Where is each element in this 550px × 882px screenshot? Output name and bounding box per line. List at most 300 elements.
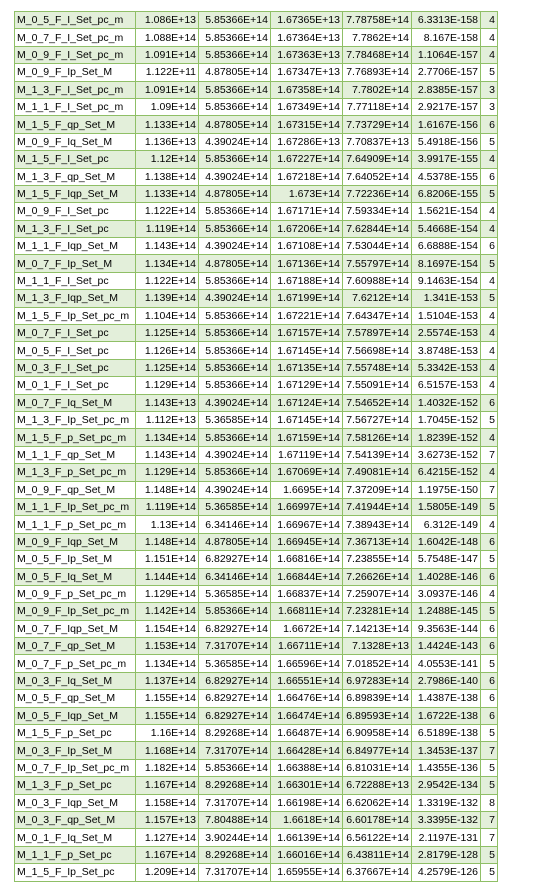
cell-value-b: 5.85366E+14 bbox=[199, 307, 271, 324]
cell-value-c: 1.66551E+14 bbox=[271, 672, 343, 689]
cell-value-d: 7.23855E+14 bbox=[343, 551, 412, 568]
cell-count: 5 bbox=[481, 725, 498, 742]
cell-value-b: 6.34146E+14 bbox=[199, 568, 271, 585]
cell-value-b: 8.29268E+14 bbox=[199, 846, 271, 863]
cell-p-value: 3.9917E-155 bbox=[412, 151, 481, 168]
cell-value-d: 7.49081E+14 bbox=[343, 464, 412, 481]
cell-value-c: 1.66844E+14 bbox=[271, 568, 343, 585]
cell-value-c: 1.67315E+14 bbox=[271, 116, 343, 133]
cell-p-value: 2.7986E-140 bbox=[412, 672, 481, 689]
cell-model-name: M_1_3_F_Ip_Set_pc_m bbox=[15, 411, 136, 428]
cell-p-value: 8.1697E-154 bbox=[412, 255, 481, 272]
cell-value-a: 1.125E+14 bbox=[136, 325, 199, 342]
cell-p-value: 3.0937E-146 bbox=[412, 585, 481, 602]
cell-value-a: 1.127E+14 bbox=[136, 829, 199, 846]
cell-value-b: 7.80488E+14 bbox=[199, 811, 271, 828]
cell-model-name: M_0_7_F_I_Set_pc bbox=[15, 325, 136, 342]
table-row bbox=[15, 516, 498, 533]
cell-value-d: 7.53044E+14 bbox=[343, 238, 412, 255]
cell-value-b: 5.85366E+14 bbox=[199, 29, 271, 46]
cell-value-c: 1.66945E+14 bbox=[271, 533, 343, 550]
cell-model-name: M_0_9_F_p_Set_pc_m bbox=[15, 585, 136, 602]
cell-value-a: 1.129E+14 bbox=[136, 377, 199, 394]
cell-model-name: M_0_1_F_I_Set_pc bbox=[15, 377, 136, 394]
cell-value-a: 1.16E+14 bbox=[136, 725, 199, 742]
cell-value-b: 8.29268E+14 bbox=[199, 725, 271, 742]
cell-value-d: 7.73729E+14 bbox=[343, 116, 412, 133]
cell-value-d: 7.6212E+14 bbox=[343, 290, 412, 307]
cell-model-name: M_0_5_F_Ip_Set_M bbox=[15, 551, 136, 568]
cell-value-b: 5.85366E+14 bbox=[199, 325, 271, 342]
cell-p-value: 6.5157E-153 bbox=[412, 377, 481, 394]
cell-p-value: 1.2488E-145 bbox=[412, 603, 481, 620]
cell-value-b: 4.87805E+14 bbox=[199, 533, 271, 550]
cell-model-name: M_0_9_F_Iqp_Set_M bbox=[15, 533, 136, 550]
table-row bbox=[15, 829, 498, 846]
cell-value-d: 7.55797E+14 bbox=[343, 255, 412, 272]
cell-count: 5 bbox=[481, 290, 498, 307]
cell-value-a: 1.168E+14 bbox=[136, 742, 199, 759]
cell-count: 4 bbox=[481, 272, 498, 289]
table-row bbox=[15, 168, 498, 185]
cell-value-c: 1.66474E+14 bbox=[271, 707, 343, 724]
cell-value-c: 1.67145E+14 bbox=[271, 411, 343, 428]
cell-value-c: 1.67347E+13 bbox=[271, 64, 343, 81]
cell-model-name: M_0_7_F_Ip_Set_M bbox=[15, 255, 136, 272]
cell-value-a: 1.133E+14 bbox=[136, 116, 199, 133]
cell-model-name: M_1_1_F_p_Set_pc_m bbox=[15, 516, 136, 533]
table-row bbox=[15, 725, 498, 742]
cell-value-d: 7.01852E+14 bbox=[343, 655, 412, 672]
cell-model-name: M_1_5_F_qp_Set_M bbox=[15, 116, 136, 133]
cell-value-b: 5.85366E+14 bbox=[199, 464, 271, 481]
cell-model-name: M_0_1_F_Iq_Set_M bbox=[15, 829, 136, 846]
cell-value-c: 1.67227E+14 bbox=[271, 151, 343, 168]
cell-count: 5 bbox=[481, 846, 498, 863]
cell-count: 6 bbox=[481, 394, 498, 411]
table-row bbox=[15, 794, 498, 811]
cell-p-value: 1.5104E-153 bbox=[412, 307, 481, 324]
cell-value-a: 1.137E+14 bbox=[136, 672, 199, 689]
cell-p-value: 1.3453E-137 bbox=[412, 742, 481, 759]
cell-value-c: 1.673E+14 bbox=[271, 185, 343, 202]
cell-count: 4 bbox=[481, 220, 498, 237]
table-row bbox=[15, 238, 498, 255]
cell-p-value: 6.3313E-158 bbox=[412, 12, 481, 29]
cell-count: 5 bbox=[481, 655, 498, 672]
cell-count: 5 bbox=[481, 185, 498, 202]
cell-value-b: 7.31707E+14 bbox=[199, 742, 271, 759]
table-row bbox=[15, 98, 498, 115]
cell-value-b: 3.90244E+14 bbox=[199, 829, 271, 846]
cell-p-value: 3.6273E-152 bbox=[412, 446, 481, 463]
cell-value-b: 4.39024E+14 bbox=[199, 290, 271, 307]
cell-p-value: 1.1975E-150 bbox=[412, 481, 481, 498]
cell-value-d: 7.76893E+14 bbox=[343, 64, 412, 81]
cell-value-c: 1.66967E+14 bbox=[271, 516, 343, 533]
cell-value-c: 1.66487E+14 bbox=[271, 725, 343, 742]
cell-count: 5 bbox=[481, 255, 498, 272]
cell-value-b: 6.34146E+14 bbox=[199, 516, 271, 533]
cell-value-b: 5.85366E+14 bbox=[199, 377, 271, 394]
table-row bbox=[15, 759, 498, 776]
cell-value-a: 1.126E+14 bbox=[136, 342, 199, 359]
table-row bbox=[15, 811, 498, 828]
cell-value-b: 6.82927E+14 bbox=[199, 707, 271, 724]
cell-model-name: M_0_7_F_Iqp_Set_M bbox=[15, 620, 136, 637]
cell-count: 4 bbox=[481, 29, 498, 46]
cell-model-name: M_1_5_F_p_Set_pc_m bbox=[15, 429, 136, 446]
cell-value-a: 1.143E+14 bbox=[136, 238, 199, 255]
cell-p-value: 2.1197E-131 bbox=[412, 829, 481, 846]
cell-model-name: M_1_1_F_Ip_Set_pc_m bbox=[15, 498, 136, 515]
cell-p-value: 1.7045E-152 bbox=[412, 411, 481, 428]
cell-value-a: 1.13E+14 bbox=[136, 516, 199, 533]
table-row bbox=[15, 446, 498, 463]
cell-value-d: 7.38943E+14 bbox=[343, 516, 412, 533]
table-row bbox=[15, 603, 498, 620]
cell-value-b: 6.82927E+14 bbox=[199, 620, 271, 637]
cell-value-c: 1.67145E+14 bbox=[271, 342, 343, 359]
cell-value-b: 5.85366E+14 bbox=[199, 12, 271, 29]
cell-p-value: 1.8239E-152 bbox=[412, 429, 481, 446]
cell-value-d: 7.58126E+14 bbox=[343, 429, 412, 446]
cell-count: 4 bbox=[481, 342, 498, 359]
cell-p-value: 2.9217E-157 bbox=[412, 98, 481, 115]
cell-p-value: 6.5189E-138 bbox=[412, 725, 481, 742]
cell-value-b: 8.29268E+14 bbox=[199, 777, 271, 794]
cell-p-value: 6.4215E-152 bbox=[412, 464, 481, 481]
table-row bbox=[15, 81, 498, 98]
cell-count: 7 bbox=[481, 481, 498, 498]
cell-p-value: 3.8748E-153 bbox=[412, 342, 481, 359]
cell-value-d: 6.62062E+14 bbox=[343, 794, 412, 811]
cell-value-b: 4.87805E+14 bbox=[199, 116, 271, 133]
cell-p-value: 9.1463E-154 bbox=[412, 272, 481, 289]
cell-count: 3 bbox=[481, 81, 498, 98]
cell-value-b: 5.36585E+14 bbox=[199, 498, 271, 515]
cell-value-b: 4.87805E+14 bbox=[199, 185, 271, 202]
table-row bbox=[15, 203, 498, 220]
cell-value-d: 7.37209E+14 bbox=[343, 481, 412, 498]
cell-p-value: 1.4032E-152 bbox=[412, 394, 481, 411]
cell-p-value: 1.4355E-136 bbox=[412, 759, 481, 776]
cell-value-c: 1.66388E+14 bbox=[271, 759, 343, 776]
table-row bbox=[15, 64, 498, 81]
cell-model-name: M_1_3_F_p_Set_pc bbox=[15, 777, 136, 794]
cell-value-a: 1.09E+14 bbox=[136, 98, 199, 115]
cell-p-value: 3.3395E-132 bbox=[412, 811, 481, 828]
cell-value-c: 1.67159E+14 bbox=[271, 429, 343, 446]
cell-value-c: 1.6695E+14 bbox=[271, 481, 343, 498]
cell-model-name: M_1_1_F_Iqp_Set_M bbox=[15, 238, 136, 255]
cell-value-d: 6.37667E+14 bbox=[343, 864, 412, 881]
cell-value-a: 1.125E+14 bbox=[136, 359, 199, 376]
cell-value-a: 1.086E+13 bbox=[136, 12, 199, 29]
cell-value-a: 1.112E+13 bbox=[136, 411, 199, 428]
cell-value-c: 1.67171E+14 bbox=[271, 203, 343, 220]
table-row bbox=[15, 12, 498, 29]
cell-p-value: 6.6888E-154 bbox=[412, 238, 481, 255]
cell-value-b: 5.85366E+14 bbox=[199, 46, 271, 63]
cell-value-c: 1.66596E+14 bbox=[271, 655, 343, 672]
cell-value-d: 7.41944E+14 bbox=[343, 498, 412, 515]
cell-value-b: 5.36585E+14 bbox=[199, 655, 271, 672]
cell-value-c: 1.67129E+14 bbox=[271, 377, 343, 394]
cell-value-a: 1.122E+14 bbox=[136, 203, 199, 220]
cell-value-c: 1.67188E+14 bbox=[271, 272, 343, 289]
cell-value-c: 1.66428E+14 bbox=[271, 742, 343, 759]
cell-model-name: M_0_3_F_Iq_Set_M bbox=[15, 672, 136, 689]
cell-value-a: 1.12E+14 bbox=[136, 151, 199, 168]
cell-value-c: 1.67136E+14 bbox=[271, 255, 343, 272]
cell-value-c: 1.66711E+14 bbox=[271, 638, 343, 655]
cell-p-value: 2.8385E-157 bbox=[412, 81, 481, 98]
cell-value-a: 1.119E+14 bbox=[136, 498, 199, 515]
table-row bbox=[15, 133, 498, 150]
cell-value-a: 1.144E+14 bbox=[136, 568, 199, 585]
cell-value-d: 7.36713E+14 bbox=[343, 533, 412, 550]
cell-value-d: 7.78758E+14 bbox=[343, 12, 412, 29]
cell-model-name: M_1_3_F_Iqp_Set_M bbox=[15, 290, 136, 307]
cell-count: 6 bbox=[481, 620, 498, 637]
cell-model-name: M_1_1_F_I_Set_pc_m bbox=[15, 98, 136, 115]
cell-value-a: 1.139E+14 bbox=[136, 290, 199, 307]
cell-value-c: 1.67365E+13 bbox=[271, 12, 343, 29]
cell-value-a: 1.157E+13 bbox=[136, 811, 199, 828]
cell-count: 4 bbox=[481, 429, 498, 446]
cell-value-c: 1.6672E+14 bbox=[271, 620, 343, 637]
cell-value-d: 6.81031E+14 bbox=[343, 759, 412, 776]
cell-model-name: M_1_3_F_I_Set_pc_m bbox=[15, 81, 136, 98]
cell-p-value: 5.4918E-156 bbox=[412, 133, 481, 150]
cell-count: 7 bbox=[481, 742, 498, 759]
cell-value-b: 5.85366E+14 bbox=[199, 603, 271, 620]
table-row bbox=[15, 585, 498, 602]
table-row bbox=[15, 690, 498, 707]
table-row bbox=[15, 464, 498, 481]
table-row bbox=[15, 151, 498, 168]
cell-value-d: 7.1328E+13 bbox=[343, 638, 412, 655]
cell-value-d: 7.57897E+14 bbox=[343, 325, 412, 342]
cell-value-d: 6.97283E+14 bbox=[343, 672, 412, 689]
cell-value-c: 1.67135E+14 bbox=[271, 359, 343, 376]
cell-value-b: 4.39024E+14 bbox=[199, 481, 271, 498]
cell-count: 6 bbox=[481, 533, 498, 550]
cell-count: 5 bbox=[481, 603, 498, 620]
cell-value-a: 1.122E+11 bbox=[136, 64, 199, 81]
cell-count: 4 bbox=[481, 151, 498, 168]
cell-value-c: 1.67206E+14 bbox=[271, 220, 343, 237]
cell-p-value: 2.7706E-157 bbox=[412, 64, 481, 81]
cell-value-c: 1.67199E+14 bbox=[271, 290, 343, 307]
cell-value-b: 4.87805E+14 bbox=[199, 255, 271, 272]
cell-value-c: 1.67349E+14 bbox=[271, 98, 343, 115]
table-row bbox=[15, 46, 498, 63]
table-row bbox=[15, 325, 498, 342]
cell-value-b: 7.31707E+14 bbox=[199, 638, 271, 655]
cell-value-a: 1.129E+14 bbox=[136, 585, 199, 602]
cell-value-a: 1.182E+14 bbox=[136, 759, 199, 776]
cell-value-a: 1.091E+14 bbox=[136, 81, 199, 98]
cell-model-name: M_0_7_F_p_Set_pc_m bbox=[15, 655, 136, 672]
table-row bbox=[15, 272, 498, 289]
cell-model-name: M_0_5_F_Iq_Set_M bbox=[15, 568, 136, 585]
cell-value-c: 1.67124E+14 bbox=[271, 394, 343, 411]
table-body bbox=[15, 12, 498, 882]
cell-count: 4 bbox=[481, 203, 498, 220]
cell-p-value: 1.4424E-143 bbox=[412, 638, 481, 655]
cell-value-c: 1.66816E+14 bbox=[271, 551, 343, 568]
cell-value-a: 1.148E+14 bbox=[136, 481, 199, 498]
cell-value-c: 1.6618E+14 bbox=[271, 811, 343, 828]
cell-value-c: 1.67119E+14 bbox=[271, 446, 343, 463]
cell-count: 5 bbox=[481, 411, 498, 428]
cell-model-name: M_1_3_F_p_Set_pc_m bbox=[15, 464, 136, 481]
cell-value-b: 5.85366E+14 bbox=[199, 220, 271, 237]
table-row bbox=[15, 672, 498, 689]
cell-value-a: 1.134E+14 bbox=[136, 429, 199, 446]
cell-p-value: 1.4028E-146 bbox=[412, 568, 481, 585]
cell-p-value: 2.9542E-134 bbox=[412, 777, 481, 794]
cell-value-d: 6.43811E+14 bbox=[343, 846, 412, 863]
cell-model-name: M_1_1_F_qp_Set_M bbox=[15, 446, 136, 463]
cell-p-value: 1.4387E-138 bbox=[412, 690, 481, 707]
cell-value-d: 7.54652E+14 bbox=[343, 394, 412, 411]
cell-model-name: M_0_7_F_I_Set_pc_m bbox=[15, 29, 136, 46]
cell-value-c: 1.66139E+14 bbox=[271, 829, 343, 846]
cell-value-a: 1.136E+13 bbox=[136, 133, 199, 150]
cell-model-name: M_0_7_F_Iq_Set_M bbox=[15, 394, 136, 411]
cell-count: 5 bbox=[481, 864, 498, 881]
cell-value-c: 1.67157E+14 bbox=[271, 325, 343, 342]
cell-count: 6 bbox=[481, 238, 498, 255]
cell-p-value: 4.5378E-155 bbox=[412, 168, 481, 185]
cell-value-d: 6.84977E+14 bbox=[343, 742, 412, 759]
cell-count: 6 bbox=[481, 638, 498, 655]
table-row bbox=[15, 116, 498, 133]
cell-p-value: 1.6167E-156 bbox=[412, 116, 481, 133]
cell-value-d: 7.55091E+14 bbox=[343, 377, 412, 394]
cell-p-value: 4.0553E-141 bbox=[412, 655, 481, 672]
cell-count: 4 bbox=[481, 377, 498, 394]
cell-p-value: 1.3319E-132 bbox=[412, 794, 481, 811]
cell-count: 5 bbox=[481, 498, 498, 515]
cell-value-d: 7.55748E+14 bbox=[343, 359, 412, 376]
cell-value-c: 1.67108E+14 bbox=[271, 238, 343, 255]
cell-p-value: 2.5574E-153 bbox=[412, 325, 481, 342]
cell-value-a: 1.119E+14 bbox=[136, 220, 199, 237]
cell-p-value: 4.2579E-126 bbox=[412, 864, 481, 881]
cell-count: 4 bbox=[481, 516, 498, 533]
cell-count: 5 bbox=[481, 777, 498, 794]
cell-value-b: 5.85366E+14 bbox=[199, 81, 271, 98]
cell-model-name: M_1_5_F_p_Set_pc bbox=[15, 725, 136, 742]
cell-model-name: M_0_5_F_qp_Set_M bbox=[15, 690, 136, 707]
cell-model-name: M_1_1_F_p_Set_pc bbox=[15, 846, 136, 863]
cell-value-b: 5.36585E+14 bbox=[199, 585, 271, 602]
cell-value-d: 6.90958E+14 bbox=[343, 725, 412, 742]
cell-value-b: 5.85366E+14 bbox=[199, 98, 271, 115]
cell-value-b: 5.85366E+14 bbox=[199, 272, 271, 289]
cell-value-b: 4.87805E+14 bbox=[199, 64, 271, 81]
cell-p-value: 2.8179E-128 bbox=[412, 846, 481, 863]
cell-p-value: 1.5805E-149 bbox=[412, 498, 481, 515]
cell-model-name: M_1_5_F_Ip_Set_pc bbox=[15, 864, 136, 881]
cell-value-a: 1.142E+14 bbox=[136, 603, 199, 620]
cell-value-d: 6.89839E+14 bbox=[343, 690, 412, 707]
cell-value-a: 1.143E+13 bbox=[136, 394, 199, 411]
cell-p-value: 1.341E-153 bbox=[412, 290, 481, 307]
cell-value-c: 1.66016E+14 bbox=[271, 846, 343, 863]
table-row bbox=[15, 533, 498, 550]
cell-count: 4 bbox=[481, 46, 498, 63]
cell-model-name: M_0_5_F_I_Set_pc_m bbox=[15, 12, 136, 29]
cell-count: 7 bbox=[481, 446, 498, 463]
cell-value-c: 1.66811E+14 bbox=[271, 603, 343, 620]
cell-model-name: M_0_5_F_Iqp_Set_M bbox=[15, 707, 136, 724]
cell-value-d: 7.64909E+14 bbox=[343, 151, 412, 168]
table-row bbox=[15, 307, 498, 324]
cell-value-a: 1.134E+14 bbox=[136, 655, 199, 672]
cell-model-name: M_1_5_F_Ip_Set_pc_m bbox=[15, 307, 136, 324]
table-row bbox=[15, 846, 498, 863]
cell-p-value: 1.6722E-138 bbox=[412, 707, 481, 724]
cell-value-a: 1.167E+14 bbox=[136, 846, 199, 863]
cell-value-a: 1.134E+14 bbox=[136, 255, 199, 272]
cell-value-a: 1.088E+14 bbox=[136, 29, 199, 46]
cell-value-d: 7.7802E+14 bbox=[343, 81, 412, 98]
cell-count: 3 bbox=[481, 98, 498, 115]
cell-value-a: 1.148E+14 bbox=[136, 533, 199, 550]
cell-value-c: 1.67363E+13 bbox=[271, 46, 343, 63]
table-row bbox=[15, 185, 498, 202]
cell-value-d: 6.56122E+14 bbox=[343, 829, 412, 846]
table-row bbox=[15, 638, 498, 655]
cell-value-b: 5.85366E+14 bbox=[199, 759, 271, 776]
cell-count: 6 bbox=[481, 116, 498, 133]
cell-count: 6 bbox=[481, 707, 498, 724]
cell-count: 6 bbox=[481, 568, 498, 585]
cell-count: 6 bbox=[481, 168, 498, 185]
cell-count: 7 bbox=[481, 811, 498, 828]
cell-model-name: M_1_1_F_I_Set_pc bbox=[15, 272, 136, 289]
cell-count: 5 bbox=[481, 759, 498, 776]
cell-count: 8 bbox=[481, 794, 498, 811]
cell-count: 6 bbox=[481, 690, 498, 707]
table-row bbox=[15, 742, 498, 759]
cell-value-a: 1.154E+14 bbox=[136, 620, 199, 637]
cell-p-value: 5.7548E-147 bbox=[412, 551, 481, 568]
cell-value-c: 1.67218E+14 bbox=[271, 168, 343, 185]
cell-value-d: 7.54139E+14 bbox=[343, 446, 412, 463]
cell-value-b: 6.82927E+14 bbox=[199, 672, 271, 689]
cell-value-c: 1.66198E+14 bbox=[271, 794, 343, 811]
cell-model-name: M_0_3_F_I_Set_pc bbox=[15, 359, 136, 376]
cell-model-name: M_1_5_F_Iqp_Set_M bbox=[15, 185, 136, 202]
cell-value-a: 1.122E+14 bbox=[136, 272, 199, 289]
cell-value-d: 7.23281E+14 bbox=[343, 603, 412, 620]
cell-value-d: 7.64052E+14 bbox=[343, 168, 412, 185]
cell-p-value: 1.1064E-157 bbox=[412, 46, 481, 63]
table-row bbox=[15, 377, 498, 394]
cell-value-d: 7.60988E+14 bbox=[343, 272, 412, 289]
cell-value-c: 1.67069E+14 bbox=[271, 464, 343, 481]
cell-value-d: 7.62844E+14 bbox=[343, 220, 412, 237]
cell-value-c: 1.67221E+14 bbox=[271, 307, 343, 324]
cell-p-value: 5.3342E-153 bbox=[412, 359, 481, 376]
cell-count: 4 bbox=[481, 585, 498, 602]
